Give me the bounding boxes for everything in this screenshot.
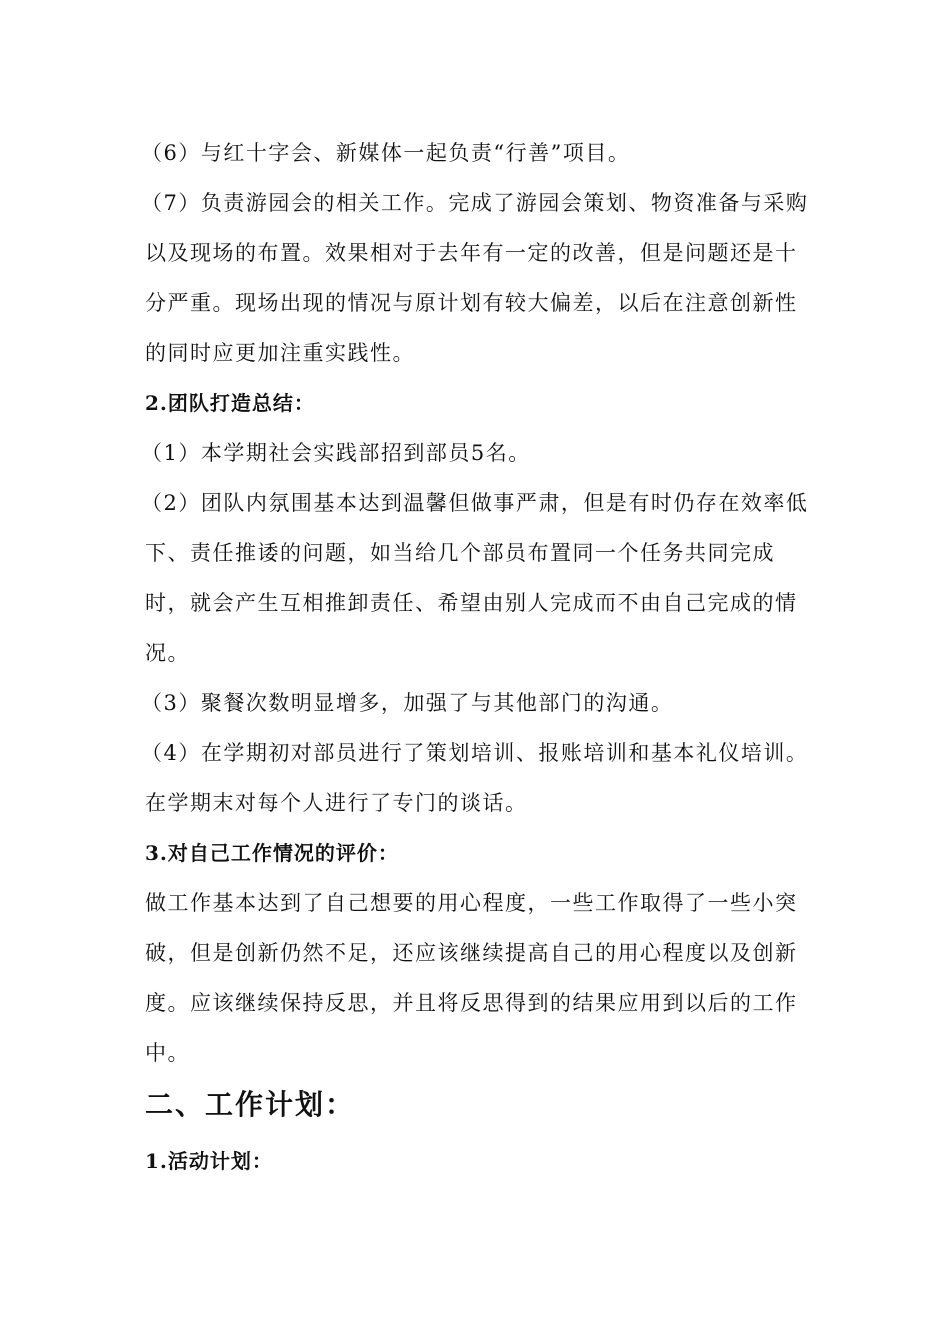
evaluation-line-2: 破，但是创新仍然不足，还应该继续提高自己的用心程度以及创新 [145,941,798,965]
evaluation-line-1: 做工作基本达到了自己想要的用心程度，一些工作取得了一些小突 [145,891,798,915]
team-item-2-line-3: 时，就会产生互相推卸责任、希望由别人完成而不由自己完成的情 [145,591,798,615]
team-item-2-line-1: （2）团队内氛围基本达到温馨但做事严肃，但是有时仍存在效率低 [141,491,809,515]
item-6: （6）与红十字会、新媒体一起负责“行善”项目。 [141,141,631,165]
document-page [141,128,810,1186]
team-item-4-line-1: （4）在学期初对部员进行了策划培训、报账培训和基本礼仪培训。 [141,741,809,765]
item-7-line-2: 以及现场的布置。效果相对于去年有一定的改善，但是问题还是十 [145,241,798,265]
evaluation-line-4: 中。 [145,1041,190,1065]
item-7-line-1: （7）负责游园会的相关工作。完成了游园会策划、物资准备与采购 [141,191,809,215]
item-7-line-4: 的同时应更加注重实践性。 [145,341,415,365]
team-item-3: （3）聚餐次数明显增多，加强了与其他部门的沟通。 [141,691,674,715]
team-item-4-line-2: 在学期末对每个人进行了专门的谈话。 [145,791,528,815]
item-7-line-3: 分严重。现场出现的情况与原计划有较大偏差，以后在注意创新性 [145,291,798,315]
work-plan-section-title: 二、工作计划： [145,1088,356,1121]
team-item-1: （1）本学期社会实践部招到部员5名。 [141,441,531,465]
activity-plan-heading: 1.活动计划： [145,1149,273,1173]
team-item-2-line-4: 况。 [145,641,190,665]
team-summary-heading: 2.团队打造总结： [145,391,315,415]
evaluation-line-3: 度。应该继续保持反思，并且将反思得到的结果应用到以后的工作 [145,991,798,1015]
self-evaluation-heading: 3.对自己工作情况的评价： [145,841,399,865]
team-item-2-line-2: 下、责任推诿的问题，如当给几个部员布置同一个任务共同完成 [145,541,775,565]
